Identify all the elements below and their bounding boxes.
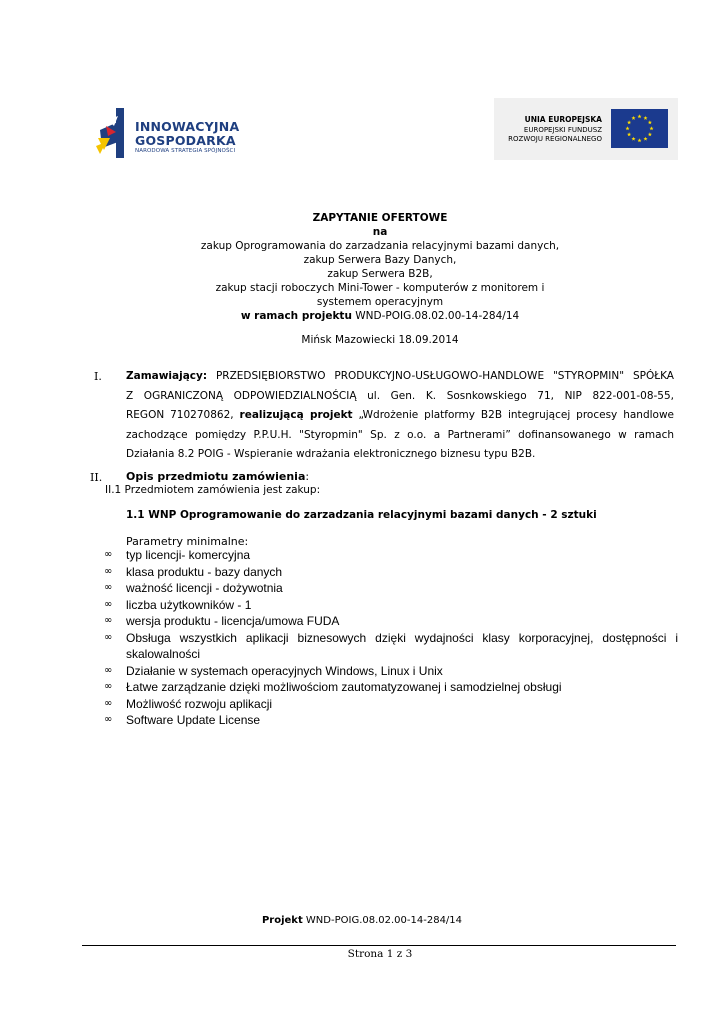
list-item: ∞ Działanie w systemach operacyjnych Windows, Linux i Unix	[104, 663, 443, 678]
list-item: ∞ ważność licencji - dożywotnia	[104, 581, 283, 595]
params-list	[104, 547, 678, 729]
eu-logo-line3: ROZWOJU REGIONALNEGO	[508, 135, 602, 143]
infinity-bullet-icon: ∞	[104, 549, 113, 560]
params-label: Parametry minimalne:	[126, 535, 249, 548]
eu-star-icon	[625, 126, 629, 130]
infinity-bullet-icon: ∞	[104, 664, 113, 676]
eu-star-icon	[637, 138, 641, 142]
eu-star-icon	[631, 116, 635, 120]
eu-star-icon	[627, 132, 631, 136]
logo-text-line2: GOSPODARKA	[135, 133, 236, 148]
eu-star-icon	[648, 132, 652, 136]
project-label: w ramach projektu	[240, 310, 352, 322]
eu-star-icon	[631, 137, 635, 141]
eu-star-icon	[637, 114, 641, 118]
innowacyjna-gospodarka-logo	[96, 108, 256, 158]
eu-star-icon	[643, 116, 647, 120]
list-item: ∞ klasa produktu - bazy danych	[104, 564, 283, 579]
section-2-heading: Opis przedmiotu zamówienia:	[126, 470, 310, 483]
logo-text-line1: INNOWACYJNA	[135, 119, 240, 134]
title-line-5: systemem operacyjnym	[316, 296, 444, 308]
section-1-line-4: zachodzące pomiędzy P.P.U.H. "Styropmin" Sp. z o.o. a Partnerami” dofinansowanego w ramach	[126, 428, 674, 441]
title-line-1: zakup Oprogramowania do zarzadzania relacyjnymi bazami danych,	[200, 240, 560, 252]
infinity-bullet-icon: ∞	[104, 697, 113, 709]
ordering-party-label: Zamawiający:	[126, 370, 208, 382]
section-1-line-5: Działania 8.2 POIG - Wspieranie wdrażania elektronicznego biznesu typu B2B.	[126, 448, 536, 460]
title-line-2: zakup Serwera Bazy Danych,	[303, 254, 457, 266]
infinity-bullet-icon: ∞	[104, 714, 113, 725]
section-2-numeral: II.	[90, 471, 103, 484]
infinity-bullet-icon: ∞	[104, 582, 113, 593]
footer-divider	[82, 945, 676, 946]
project-code: WND-POIG.08.02.00-14-284/14	[351, 310, 520, 322]
infinity-bullet-icon: ∞	[104, 598, 113, 610]
section-2-subheading: II.1 Przedmiotem zamówienia jest zakup:	[105, 484, 321, 496]
footer-project: Projekt WND-POIG.08.02.00-14-284/14	[261, 915, 463, 926]
list-item: ∞ liczba użytkowników - 1	[104, 597, 252, 612]
ig-emblem-icon	[96, 108, 134, 158]
title-na: na	[372, 226, 388, 238]
list-item: ∞ typ licencji- komercyjna	[104, 548, 251, 562]
list-item: ∞ Obsługa wszystkich aplikacji biznesowych dzięki wydajności klasy korporacyjnej, dostępności i skalowalności	[104, 630, 678, 661]
infinity-bullet-icon: ∞	[104, 631, 113, 643]
page-number: Strona 1 z 3	[347, 948, 413, 960]
eu-logo-line1: UNIA EUROPEJSKA	[524, 115, 602, 124]
title-line-4: zakup stacji roboczych Mini-Tower - komputerów z monitorem i	[215, 282, 545, 294]
eu-star-icon	[627, 120, 631, 124]
eu-star-icon	[643, 137, 647, 141]
item-heading: 1.1 WNP Oprogramowanie do zarzadzania relacyjnymi bazami danych - 2 sztuki	[126, 509, 597, 521]
eu-fund-logo	[494, 98, 678, 160]
place-date: Mińsk Mazowiecki 18.09.2014	[301, 334, 459, 346]
eu-star-icon	[648, 120, 652, 124]
section-1-line-1: Zamawiający: PRZEDSIĘBIORSTWO PRODUKCYJNO-USŁUGOWO-HANDLOWE "STYROPMIN" SPÓŁKA	[126, 370, 674, 382]
list-item: ∞ Możliwość rozwoju aplikacji	[104, 696, 273, 711]
list-item: ∞ wersja produktu - licencja/umowa FUDA	[104, 614, 340, 628]
title-line-3: zakup Serwera B2B,	[327, 268, 433, 280]
project-line	[130, 310, 630, 322]
logo-text-line3: NARODOWA STRATEGIA SPÓJNOŚCI	[135, 148, 236, 154]
list-item: ∞ Software Update License	[104, 713, 261, 727]
eu-star-icon	[649, 126, 653, 130]
section-1-body	[126, 367, 674, 465]
section-1-line-3: REGON 710270862, realizującą projekt „Wdrożenie platformy B2B integrującej procesy handlowe	[126, 409, 675, 421]
infinity-bullet-icon: ∞	[104, 615, 113, 626]
eu-logo-line2: EUROPEJSKI FUNDUSZ	[523, 126, 602, 134]
section-1-numeral: I.	[94, 370, 102, 383]
infinity-bullet-icon: ∞	[104, 565, 113, 577]
eu-flag-icon	[611, 109, 668, 148]
document-title: ZAPYTANIE OFERTOWE	[312, 212, 448, 224]
list-item: ∞ Łatwe zarządzanie dzięki możliwościom zautomatyzowanej i samodzielnej obsługi	[104, 680, 562, 694]
section-1-line-2: Z OGRANICZONĄ ODPOWIEDZIALNOŚCIĄ ul. Gen. K. Sosnkowskiego 71, NIP 822-001-08-55,	[126, 389, 674, 402]
infinity-bullet-icon: ∞	[104, 681, 113, 692]
